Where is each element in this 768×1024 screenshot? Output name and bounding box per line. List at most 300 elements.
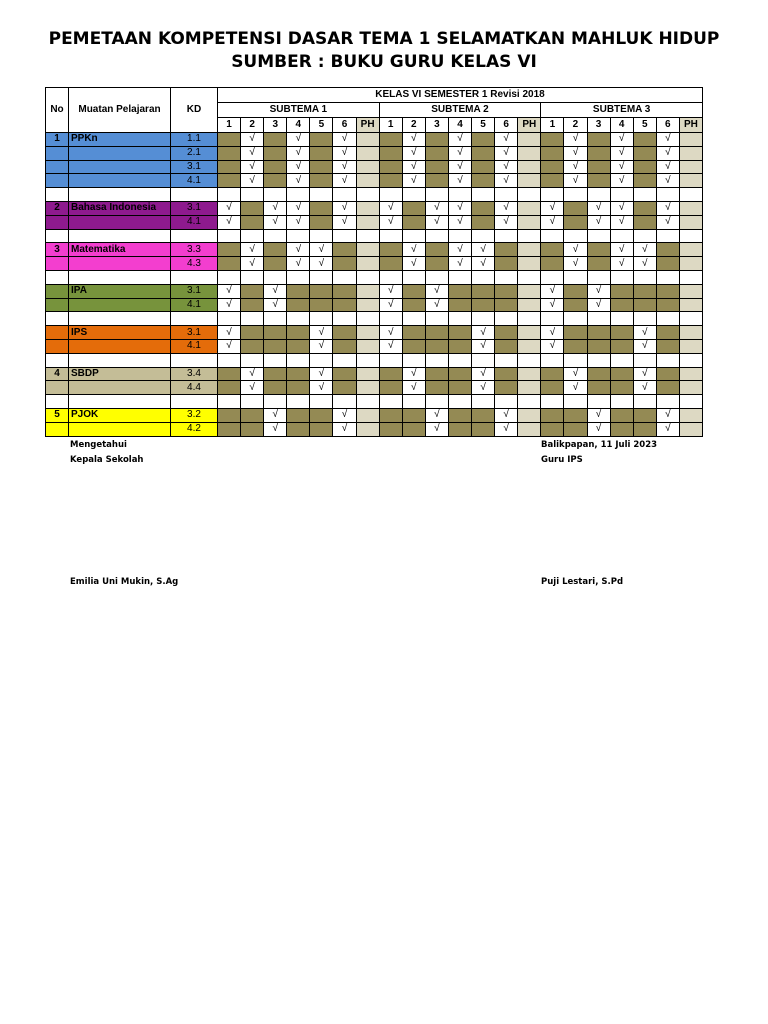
- spacer-cell: [333, 270, 356, 284]
- ph-cell: [356, 284, 379, 298]
- shaded-cell: [495, 367, 518, 381]
- shaded-cell: [425, 257, 448, 271]
- check-cell: √: [541, 339, 564, 353]
- ph-cell: [356, 298, 379, 312]
- shaded-cell: [633, 215, 656, 229]
- spacer-cell: [379, 270, 402, 284]
- row-no: 2: [46, 201, 69, 215]
- shaded-cell: [287, 367, 310, 381]
- table-row: [46, 298, 703, 312]
- shaded-cell: [379, 381, 402, 395]
- shaded-cell: [610, 381, 633, 395]
- ph-cell: [679, 257, 702, 271]
- spacer-cell: [633, 312, 656, 326]
- spacer-cell: [69, 312, 171, 326]
- header-lesson: 4: [448, 118, 471, 133]
- spacer-cell: [402, 229, 425, 243]
- spacer-row: [46, 270, 703, 284]
- check-cell: √: [402, 367, 425, 381]
- check-cell: √: [495, 215, 518, 229]
- check-cell: √: [402, 146, 425, 160]
- row-no: [46, 339, 69, 353]
- shaded-cell: [333, 326, 356, 340]
- spacer-cell: [46, 229, 69, 243]
- check-cell: √: [541, 201, 564, 215]
- competency-table: [45, 87, 703, 437]
- spacer-cell: [610, 229, 633, 243]
- shaded-cell: [495, 381, 518, 395]
- shaded-cell: [564, 201, 587, 215]
- check-cell: √: [333, 174, 356, 188]
- ph-cell: [356, 422, 379, 436]
- check-cell: √: [379, 339, 402, 353]
- shaded-cell: [310, 201, 333, 215]
- row-no: 4: [46, 367, 69, 381]
- check-cell: √: [379, 201, 402, 215]
- spacer-cell: [633, 229, 656, 243]
- spacer-cell: [46, 395, 69, 409]
- check-cell: √: [541, 326, 564, 340]
- check-cell: √: [448, 174, 471, 188]
- header-lesson: 5: [633, 118, 656, 133]
- ph-cell: [679, 174, 702, 188]
- shaded-cell: [425, 326, 448, 340]
- check-cell: √: [495, 422, 518, 436]
- check-cell: √: [425, 422, 448, 436]
- row-kd: 4.1: [171, 339, 218, 353]
- shaded-cell: [541, 367, 564, 381]
- header-subtheme: SUBTEMA 3: [541, 103, 703, 118]
- check-cell: √: [218, 326, 241, 340]
- shaded-cell: [425, 381, 448, 395]
- table-row: [46, 174, 703, 188]
- shaded-cell: [656, 243, 679, 257]
- row-subject: Matematika: [69, 243, 171, 257]
- check-cell: √: [633, 381, 656, 395]
- row-kd: 4.2: [171, 422, 218, 436]
- spacer-cell: [310, 395, 333, 409]
- shaded-cell: [656, 298, 679, 312]
- spacer-cell: [402, 312, 425, 326]
- spacer-row: [46, 188, 703, 202]
- ph-cell: [356, 146, 379, 160]
- sig-left-name: Emilia Uni Mukin, S.Ag: [70, 577, 179, 587]
- row-subject: [69, 298, 171, 312]
- shaded-cell: [633, 408, 656, 422]
- row-kd: 2.1: [171, 146, 218, 160]
- shaded-cell: [333, 339, 356, 353]
- shaded-cell: [402, 339, 425, 353]
- spacer-cell: [448, 229, 471, 243]
- shaded-cell: [656, 339, 679, 353]
- spacer-cell: [241, 395, 264, 409]
- page-title: PEMETAAN KOMPETENSI DASAR TEMA 1 SELAMATKAN MAHLUK HIDUP: [48, 29, 720, 49]
- row-no: [46, 298, 69, 312]
- check-cell: √: [310, 367, 333, 381]
- check-cell: √: [587, 408, 610, 422]
- shaded-cell: [333, 284, 356, 298]
- shaded-cell: [495, 326, 518, 340]
- spacer-cell: [679, 312, 702, 326]
- spacer-cell: [633, 188, 656, 202]
- spacer-cell: [287, 270, 310, 284]
- check-cell: √: [287, 160, 310, 174]
- shaded-cell: [472, 215, 495, 229]
- check-cell: √: [264, 298, 287, 312]
- shaded-cell: [310, 408, 333, 422]
- sig-left-line1: Mengetahui: [70, 440, 127, 450]
- check-cell: √: [656, 215, 679, 229]
- ph-cell: [518, 257, 541, 271]
- ph-cell: [356, 408, 379, 422]
- check-cell: √: [218, 284, 241, 298]
- check-cell: √: [287, 174, 310, 188]
- spacer-cell: [425, 229, 448, 243]
- spacer-cell: [448, 188, 471, 202]
- check-cell: √: [379, 284, 402, 298]
- check-cell: √: [310, 243, 333, 257]
- check-cell: √: [218, 298, 241, 312]
- spacer-cell: [287, 188, 310, 202]
- shaded-cell: [333, 298, 356, 312]
- spacer-cell: [69, 229, 171, 243]
- check-cell: √: [495, 146, 518, 160]
- shaded-cell: [287, 326, 310, 340]
- check-cell: √: [587, 422, 610, 436]
- shaded-cell: [379, 146, 402, 160]
- header-lesson: 3: [425, 118, 448, 133]
- check-cell: √: [472, 381, 495, 395]
- spacer-cell: [241, 353, 264, 367]
- check-cell: √: [610, 160, 633, 174]
- header-class-title: KELAS VI SEMESTER 1 Revisi 2018: [218, 88, 703, 103]
- shaded-cell: [448, 367, 471, 381]
- spacer-cell: [356, 312, 379, 326]
- check-cell: √: [656, 174, 679, 188]
- spacer-cell: [356, 395, 379, 409]
- check-cell: √: [564, 367, 587, 381]
- spacer-cell: [518, 188, 541, 202]
- page-subtitle: SUMBER : BUKU GURU KELAS VI: [231, 52, 537, 72]
- shaded-cell: [587, 367, 610, 381]
- shaded-cell: [633, 298, 656, 312]
- shaded-cell: [333, 257, 356, 271]
- row-kd: 1.1: [171, 133, 218, 147]
- shaded-cell: [425, 146, 448, 160]
- shaded-cell: [633, 422, 656, 436]
- header-lesson: 3: [587, 118, 610, 133]
- row-subject: [69, 146, 171, 160]
- check-cell: √: [264, 215, 287, 229]
- table-row: [46, 257, 703, 271]
- spacer-cell: [587, 312, 610, 326]
- spacer-cell: [379, 229, 402, 243]
- shaded-cell: [287, 408, 310, 422]
- header-lesson: 1: [218, 118, 241, 133]
- check-cell: √: [495, 160, 518, 174]
- spacer-cell: [448, 395, 471, 409]
- spacer-cell: [633, 353, 656, 367]
- shaded-cell: [218, 174, 241, 188]
- shaded-cell: [610, 298, 633, 312]
- row-subject: [69, 339, 171, 353]
- header-lesson: PH: [518, 118, 541, 133]
- spacer-cell: [472, 188, 495, 202]
- row-subject: [69, 160, 171, 174]
- shaded-cell: [402, 298, 425, 312]
- shaded-cell: [472, 133, 495, 147]
- check-cell: √: [425, 408, 448, 422]
- shaded-cell: [587, 243, 610, 257]
- shaded-cell: [610, 422, 633, 436]
- ph-cell: [518, 326, 541, 340]
- check-cell: √: [472, 367, 495, 381]
- spacer-cell: [633, 395, 656, 409]
- shaded-cell: [587, 257, 610, 271]
- check-cell: √: [656, 160, 679, 174]
- shaded-cell: [587, 381, 610, 395]
- ph-cell: [518, 133, 541, 147]
- shaded-cell: [425, 133, 448, 147]
- header-lesson: PH: [356, 118, 379, 133]
- ph-cell: [518, 215, 541, 229]
- spacer-cell: [541, 353, 564, 367]
- check-cell: √: [264, 201, 287, 215]
- shaded-cell: [425, 367, 448, 381]
- spacer-cell: [587, 188, 610, 202]
- header-lesson: 1: [379, 118, 402, 133]
- spacer-cell: [287, 229, 310, 243]
- check-cell: √: [287, 215, 310, 229]
- shaded-cell: [610, 367, 633, 381]
- check-cell: √: [264, 284, 287, 298]
- spacer-cell: [425, 188, 448, 202]
- check-cell: √: [241, 133, 264, 147]
- spacer-cell: [310, 312, 333, 326]
- check-cell: √: [495, 133, 518, 147]
- header-lesson: 2: [241, 118, 264, 133]
- shaded-cell: [587, 326, 610, 340]
- shaded-cell: [587, 174, 610, 188]
- ph-cell: [679, 339, 702, 353]
- row-subject: [69, 422, 171, 436]
- shaded-cell: [241, 298, 264, 312]
- spacer-cell: [610, 188, 633, 202]
- check-cell: √: [333, 201, 356, 215]
- spacer-cell: [171, 395, 218, 409]
- spacer-row: [46, 312, 703, 326]
- row-subject: IPA: [69, 284, 171, 298]
- shaded-cell: [495, 298, 518, 312]
- spacer-cell: [679, 395, 702, 409]
- shaded-cell: [218, 367, 241, 381]
- shaded-cell: [402, 422, 425, 436]
- shaded-cell: [495, 284, 518, 298]
- spacer-cell: [264, 229, 287, 243]
- check-cell: √: [333, 215, 356, 229]
- shaded-cell: [333, 243, 356, 257]
- header-lesson: 5: [472, 118, 495, 133]
- shaded-cell: [495, 257, 518, 271]
- shaded-cell: [333, 381, 356, 395]
- table-row: [46, 367, 703, 381]
- shaded-cell: [287, 422, 310, 436]
- spacer-cell: [564, 353, 587, 367]
- spacer-cell: [610, 395, 633, 409]
- shaded-cell: [425, 339, 448, 353]
- shaded-cell: [448, 284, 471, 298]
- shaded-cell: [310, 215, 333, 229]
- check-cell: √: [218, 201, 241, 215]
- shaded-cell: [264, 146, 287, 160]
- check-cell: √: [241, 243, 264, 257]
- ph-cell: [679, 408, 702, 422]
- check-cell: √: [610, 201, 633, 215]
- sig-right-line1: Balikpapan, 11 Juli 2023: [541, 440, 658, 450]
- shaded-cell: [402, 215, 425, 229]
- shaded-cell: [633, 284, 656, 298]
- spacer-cell: [518, 270, 541, 284]
- row-subject: Bahasa Indonesia: [69, 201, 171, 215]
- shaded-cell: [564, 408, 587, 422]
- check-cell: √: [241, 257, 264, 271]
- shaded-cell: [310, 298, 333, 312]
- spacer-cell: [633, 270, 656, 284]
- ph-cell: [356, 243, 379, 257]
- spacer-cell: [472, 312, 495, 326]
- spacer-cell: [564, 270, 587, 284]
- row-no: [46, 160, 69, 174]
- check-cell: √: [241, 367, 264, 381]
- shaded-cell: [633, 133, 656, 147]
- table-row: [46, 215, 703, 229]
- table-row: [46, 326, 703, 340]
- row-no: [46, 146, 69, 160]
- table-row: [46, 243, 703, 257]
- check-cell: √: [333, 408, 356, 422]
- spacer-cell: [171, 188, 218, 202]
- ph-cell: [518, 160, 541, 174]
- table-row: [46, 408, 703, 422]
- shaded-cell: [241, 326, 264, 340]
- check-cell: √: [425, 284, 448, 298]
- shaded-cell: [264, 160, 287, 174]
- shaded-cell: [402, 408, 425, 422]
- ph-cell: [518, 422, 541, 436]
- ph-cell: [679, 215, 702, 229]
- spacer-cell: [425, 312, 448, 326]
- table-row: [46, 284, 703, 298]
- header-lesson: 2: [402, 118, 425, 133]
- row-no: [46, 174, 69, 188]
- spacer-cell: [656, 188, 679, 202]
- shaded-cell: [287, 339, 310, 353]
- check-cell: √: [610, 257, 633, 271]
- shaded-cell: [587, 160, 610, 174]
- shaded-cell: [472, 201, 495, 215]
- ph-cell: [518, 381, 541, 395]
- header-no: No: [46, 88, 69, 133]
- ph-cell: [679, 146, 702, 160]
- ph-cell: [679, 298, 702, 312]
- row-no: [46, 381, 69, 395]
- spacer-cell: [69, 395, 171, 409]
- shaded-cell: [379, 133, 402, 147]
- check-cell: √: [264, 422, 287, 436]
- table-row: [46, 160, 703, 174]
- spacer-cell: [69, 270, 171, 284]
- ph-cell: [679, 201, 702, 215]
- spacer-cell: [333, 312, 356, 326]
- spacer-cell: [518, 229, 541, 243]
- spacer-cell: [218, 229, 241, 243]
- spacer-cell: [264, 395, 287, 409]
- ph-cell: [356, 133, 379, 147]
- row-no: [46, 257, 69, 271]
- shaded-cell: [241, 408, 264, 422]
- row-kd: 4.3: [171, 257, 218, 271]
- shaded-cell: [448, 298, 471, 312]
- spacer-cell: [472, 229, 495, 243]
- spacer-cell: [425, 395, 448, 409]
- shaded-cell: [495, 339, 518, 353]
- row-kd: 3.1: [171, 160, 218, 174]
- shaded-cell: [264, 243, 287, 257]
- check-cell: √: [402, 381, 425, 395]
- shaded-cell: [310, 133, 333, 147]
- spacer-cell: [448, 270, 471, 284]
- spacer-cell: [472, 353, 495, 367]
- check-cell: √: [633, 339, 656, 353]
- spacer-cell: [656, 312, 679, 326]
- row-kd: 3.2: [171, 408, 218, 422]
- ph-cell: [518, 243, 541, 257]
- table-row: [46, 339, 703, 353]
- row-kd: 3.1: [171, 326, 218, 340]
- check-cell: √: [564, 160, 587, 174]
- row-kd: 4.1: [171, 215, 218, 229]
- check-cell: √: [564, 174, 587, 188]
- header-lesson: 5: [310, 118, 333, 133]
- spacer-cell: [679, 229, 702, 243]
- shaded-cell: [541, 160, 564, 174]
- spacer-cell: [287, 312, 310, 326]
- shaded-cell: [656, 367, 679, 381]
- sig-left-line2: Kepala Sekolah: [70, 455, 144, 465]
- spacer-cell: [46, 188, 69, 202]
- shaded-cell: [264, 326, 287, 340]
- header-subject: Muatan Pelajaran: [69, 88, 171, 133]
- spacer-cell: [402, 188, 425, 202]
- check-cell: √: [656, 408, 679, 422]
- header-lesson: 1: [541, 118, 564, 133]
- shaded-cell: [333, 367, 356, 381]
- ph-cell: [356, 160, 379, 174]
- shaded-cell: [379, 243, 402, 257]
- shaded-cell: [564, 326, 587, 340]
- shaded-cell: [241, 339, 264, 353]
- ph-cell: [518, 174, 541, 188]
- ph-cell: [518, 146, 541, 160]
- check-cell: √: [379, 326, 402, 340]
- spacer-cell: [679, 353, 702, 367]
- row-no: 1: [46, 133, 69, 147]
- check-cell: √: [448, 215, 471, 229]
- shaded-cell: [402, 284, 425, 298]
- shaded-cell: [633, 174, 656, 188]
- shaded-cell: [310, 284, 333, 298]
- shaded-cell: [218, 381, 241, 395]
